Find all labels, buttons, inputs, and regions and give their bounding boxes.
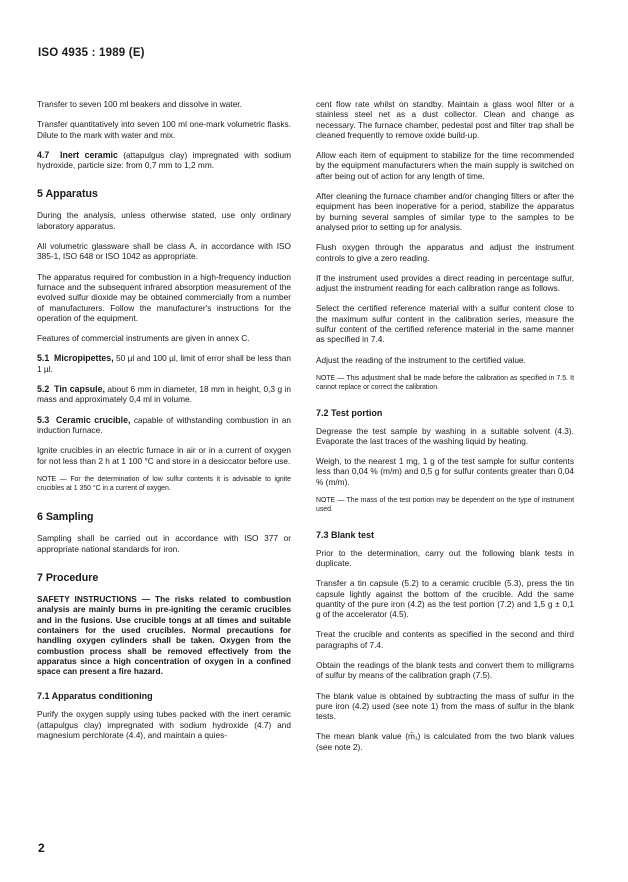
safety-label: SAFETY INSTRUCTIONS — [37,594,151,605]
paragraph: The apparatus required for combustion in a high-frequency induction furnace and the subsequent infrared absorption measurement of the evolved sulfur dioxide may be obtained commercially from a number of manufacturers. Follow the manufacturer's instructions for the operation of the equipment. [37,271,291,323]
clause-number: 5.3 [37,414,50,425]
right-column [316,99,574,752]
paragraph: All volumetric glassware shall be class A, in accordance with ISO 385-1, ISO 648 or ISO 1042 as appropriate. [37,241,291,262]
paragraph: Adjust the reading of the instrument to the certified value. [316,354,526,365]
clause-title: Micropipettes, [54,353,114,364]
paragraph: Transfer to seven 100 ml beakers and dissolve in water. [37,99,242,109]
note: NOTE — This adjustment shall be made before the calibration as specified in 7.5. It cannot replace or correct the calibration. [316,374,574,391]
section-heading-apparatus: 5 Apparatus [37,188,98,201]
paragraph: Select the certified reference material with a sulfur content close to the maximum sulfur content in the calibration series, measure the sulfur content of the certified reference material in the same manner as specified in 7.4. [316,303,574,345]
paragraph: Ignite crucibles in an electric furnace in air or in a current of oxygen for not less than 2 h at 1 100 °C and store in a desiccator before use. [37,445,291,466]
clause-4-7 [37,150,291,171]
clause-number: 5.1 [37,353,50,364]
paragraph: Transfer a tin capsule (5.2) to a ceramic crucible (5.3), press the tin capsule lightly against the bottom of the crucible. Add the same quantity of the pure iron (4.2) as the test portion (7.2) and 1,5 g ± 0,1 g of the accelerator (4.5). [316,578,574,620]
clause-number: 4.7 [37,149,50,160]
paragraph: Degrease the test sample by washing in a suitable solvent (4.3). Evaporate the last traces of the washing liquid by heating. [316,425,574,446]
section-heading-sampling: 6 Sampling [37,511,94,524]
clause-5-3 [37,415,291,436]
clause-text: about 6 mm in diameter, 18 mm in height, 0,3 g in mass and approximately 0,4 ml in volume. [37,384,291,405]
paragraph: cent flow rate whilst on standby. Maintain a glass wool filter or a stainless steel net as a dust collector. Clean and change as necessary. The furnace chamber, pedestal post and filter trap shall be cleaned frequently to remove oxide build-up. [316,99,574,140]
clause-title: Tin capsule, [54,384,105,395]
safety-text: The risks related to combustion analysis are mainly burns in pre-igniting the ceramic crucibles and in the fusions. Use crucible tongs at all times and suitable containers for the used crucibles. Normal precautions for handling oxygen cylinders shall be taken. Oxygen from the combustion process shall be removed effectively from the apparatus since a high concentration of oxygen in a confined space can present a fire hazard. [37,594,292,677]
paragraph: The mean blank value (m̄₁) is calculated from the two blank values (see note 2). [316,731,574,752]
paragraph: Treat the crucible and contents as specified in the second and third paragraphs of 7.4. [316,629,574,650]
safety-instructions [37,594,291,676]
paragraph: Sampling shall be carried out in accordance with ISO 377 or appropriate national standards for iron. [37,533,291,554]
paragraph: Weigh, to the nearest 1 mg, 1 g of the test sample for sulfur contents less than 0,04 % (m/m) and 0,5 g for sulfur contents greater than 0,04 % (m/m). [316,456,574,487]
paragraph: Flush oxygen through the apparatus and adjust the instrument controls to give a zero reading. [316,242,574,263]
clause-text: (attapulgus clay) impregnated with sodium hydroxide, particle size: from 0,7 mm to 1,2 mm. [37,149,291,171]
note: NOTE — For the determination of low sulfur contents it is advisable to ignite crucibles at 1 350 °C in a current of oxygen. [37,475,291,492]
clause-title: Inert ceramic [60,149,118,160]
clause-text: 50 µl and 100 µl, limit of error shall be less than 1 µl. [37,353,292,374]
paragraph: The blank value is obtained by subtracting the mass of sulfur in the pure iron (4.2) used (see note 1) from the mass of sulfur in the blank tests. [316,690,574,722]
paragraph: Transfer quantitatively into seven 100 ml one-mark volumetric flasks. Dilute to the mark with water and mix. [37,119,291,140]
paragraph: During the analysis, unless otherwise stated, use only ordinary laboratory apparatus. [37,210,291,231]
clause-5-2 [37,384,291,405]
paragraph: Purify the oxygen supply using tubes packed with the inert ceramic (attapulgus clay) impregnated with sodium hydroxide (4.7) and magnesium perchlorate (4.4), and maintain a quies- [37,709,291,740]
page-number: 2 [38,841,45,855]
clause-number: 5.2 [37,384,50,395]
section-heading-procedure: 7 Procedure [37,572,99,585]
subsection-heading-7-1: 7.1 Apparatus conditioning [37,691,153,702]
note: NOTE — The mass of the test portion may be dependent on the type of instrument used. [316,497,574,513]
clause-5-1 [37,353,291,374]
paragraph: Features of commercial instruments are given in annex C. [37,333,250,344]
paragraph: Obtain the readings of the blank tests and convert them to milligrams of sulfur by means of the calibration graph (7.5). [316,659,574,681]
clause-text: capable of withstanding combustion in an induction furnace. [37,414,291,435]
subsection-heading-7-2: 7.2 Test portion [316,407,383,418]
paragraph: Allow each item of equipment to stabilize for the time recommended by the equipment manufacturers when the main supply is switched on after being out of action for any length of time. [316,150,574,181]
subsection-heading-7-3: 7.3 Blank test [316,529,375,540]
paragraph: If the instrument used provides a direct reading in percentage sulfur, adjust the instrument reading for each calibration range as follows. [316,272,574,294]
page-header: ISO 4935 : 1989 (E) [38,47,145,59]
paragraph: Prior to the determination, carry out the following blank tests in duplicate. [316,547,574,568]
left-column [37,99,291,740]
paragraph: After cleaning the furnace chamber and/or changing filters or after the equipment has been inoperative for a period, stabilize the apparatus by burning several samples of similar type to the samples to be analysed prior to setting up for analysis. [316,191,574,232]
clause-title: Ceramic crucible, [56,414,131,425]
